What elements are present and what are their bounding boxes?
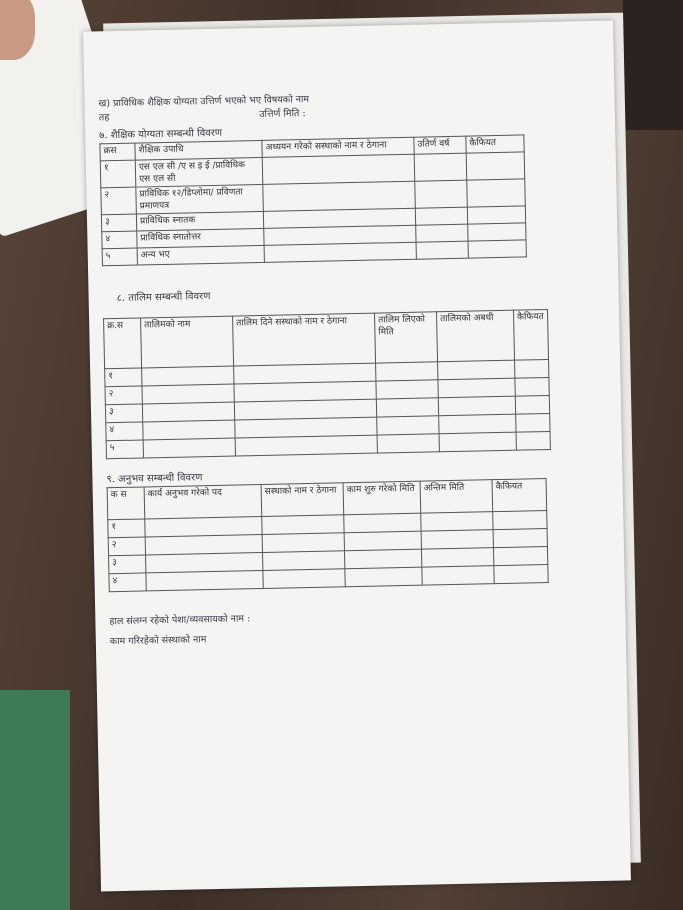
empty-cell[interactable] xyxy=(493,547,547,566)
col-duration: तालिमको अबधी xyxy=(436,310,514,362)
empty-cell[interactable] xyxy=(235,435,377,456)
col-training-date: तालिम लिएको मिति xyxy=(375,312,438,363)
row-number: ३ xyxy=(105,404,142,423)
row-number: ४ xyxy=(109,573,146,592)
col-start-date: काम शुरु गरेको मिति xyxy=(343,481,421,515)
degree-cell: प्राविधिक १२/डिप्लोमा/ प्रविणता प्रमाणपत्र xyxy=(136,184,264,214)
row-number: ३ xyxy=(101,214,136,232)
empty-cell[interactable] xyxy=(146,570,263,590)
empty-cell[interactable] xyxy=(377,434,439,453)
degree-cell: प्राविधिक स्नातोत्तर xyxy=(137,228,264,248)
empty-cell[interactable] xyxy=(516,413,550,432)
section-9-title: ९. अनुभव सम्बन्धी विवरण xyxy=(106,472,203,486)
col-institution: अध्ययन गरेको सस्थाको नाम र ठेगाना xyxy=(262,137,414,157)
education-table xyxy=(99,134,526,266)
empty-cell[interactable] xyxy=(439,414,516,434)
empty-cell[interactable] xyxy=(421,530,493,550)
empty-cell[interactable] xyxy=(438,378,515,398)
empty-cell[interactable] xyxy=(421,512,493,532)
col-end-date: अन्तिम मिति xyxy=(420,480,493,514)
row-number: १ xyxy=(100,160,136,188)
col-degree: शैक्षिक उपाधि xyxy=(135,140,262,160)
row-number: ५ xyxy=(102,248,137,266)
empty-cell[interactable] xyxy=(438,396,515,416)
empty-cell[interactable] xyxy=(468,223,526,241)
form-content xyxy=(98,87,615,652)
col-remarks: कैफियत xyxy=(513,309,548,360)
empty-cell[interactable] xyxy=(515,359,549,378)
empty-cell[interactable] xyxy=(344,513,421,533)
col-pass-year: उतिर्ण वर्ष xyxy=(414,136,466,154)
level-label: तह xyxy=(98,112,110,124)
empty-cell[interactable] xyxy=(262,533,344,553)
section-8-title: ८. तालिम सम्बन्धी विवरण xyxy=(116,291,211,304)
empty-cell[interactable] xyxy=(415,180,468,208)
empty-cell[interactable] xyxy=(142,402,234,422)
empty-cell[interactable] xyxy=(421,548,493,568)
degree-cell: प्राविधिक स्नातक xyxy=(136,211,263,231)
empty-cell[interactable] xyxy=(515,377,549,396)
row-number: ५ xyxy=(106,440,143,459)
col-sn: क्रस xyxy=(100,143,135,161)
empty-cell[interactable] xyxy=(468,240,526,258)
empty-cell[interactable] xyxy=(439,432,516,452)
empty-cell[interactable] xyxy=(415,207,467,225)
footer-fields xyxy=(109,602,615,653)
empty-cell[interactable] xyxy=(515,395,549,414)
empty-cell[interactable] xyxy=(377,416,439,435)
col-sn: क स xyxy=(107,487,145,520)
row-number: १ xyxy=(105,368,142,387)
col-remarks: कैफियत xyxy=(492,479,547,512)
empty-cell[interactable] xyxy=(262,515,344,535)
col-position: कार्य अनुभव गरेको पद xyxy=(144,485,262,519)
degree-cell: अन्य भए xyxy=(137,245,264,265)
green-object xyxy=(0,690,70,910)
row-number: २ xyxy=(108,537,145,556)
section-7-title: ७. शैक्षिक योग्यता सम्बन्धी विवरण xyxy=(99,127,223,142)
empty-cell[interactable] xyxy=(262,154,415,184)
empty-cell[interactable] xyxy=(422,566,494,586)
empty-cell[interactable] xyxy=(376,398,438,417)
empty-cell[interactable] xyxy=(493,529,547,548)
col-institution: तालिम दिने सस्थाको नाम र ठेगाना xyxy=(233,313,376,366)
empty-cell[interactable] xyxy=(142,366,234,386)
empty-cell[interactable] xyxy=(494,565,548,584)
row-number: ३ xyxy=(109,555,146,574)
row-number: २ xyxy=(101,187,137,215)
empty-cell[interactable] xyxy=(467,179,526,207)
empty-cell[interactable] xyxy=(263,569,345,589)
col-remarks: कैफियत xyxy=(466,135,524,153)
empty-cell[interactable] xyxy=(416,241,468,259)
current-occupation-label: हाल संलग्न रहेको पेशा/व्यवसायको नाम : xyxy=(109,613,251,628)
row-number: १ xyxy=(108,519,145,538)
pass-date-label: उत्तिर्ण मिति : xyxy=(259,108,306,120)
empty-cell[interactable] xyxy=(344,531,421,551)
empty-cell[interactable] xyxy=(263,551,345,571)
empty-cell[interactable] xyxy=(143,438,235,458)
empty-cell[interactable] xyxy=(414,153,467,181)
current-organization-label: काम गरिरहेको संस्थाको नाम xyxy=(109,634,207,648)
empty-cell[interactable] xyxy=(142,384,234,404)
empty-cell[interactable] xyxy=(516,431,550,450)
row-number: ४ xyxy=(106,422,143,441)
empty-cell[interactable] xyxy=(143,420,235,440)
form-page xyxy=(83,21,631,892)
empty-cell[interactable] xyxy=(376,380,438,399)
empty-cell[interactable] xyxy=(345,567,422,587)
empty-cell[interactable] xyxy=(416,224,468,242)
empty-cell[interactable] xyxy=(493,511,547,530)
dark-object xyxy=(623,0,683,130)
col-institution: सस्थाको नाम र ठेगाना xyxy=(261,483,344,517)
col-training-name: तालिमको नाम xyxy=(141,316,234,368)
col-sn: क्र.स xyxy=(104,318,142,369)
technical-qualification-line: ख) प्राविधिक शैक्षिक योग्यता उत्तिर्ण भएको भए विषयको नाम xyxy=(98,93,310,110)
empty-cell[interactable] xyxy=(438,360,515,380)
degree-cell: एस एल सी /ए स इ ई /प्राविधिक एस एल सी xyxy=(135,157,263,187)
row-number: ४ xyxy=(102,231,137,249)
training-table xyxy=(103,309,551,459)
empty-cell[interactable] xyxy=(376,362,438,381)
empty-cell[interactable] xyxy=(466,152,525,180)
empty-cell[interactable] xyxy=(467,206,525,224)
row-number: २ xyxy=(105,386,142,405)
experience-table xyxy=(107,478,549,592)
empty-cell[interactable] xyxy=(344,549,421,569)
empty-cell[interactable] xyxy=(263,181,416,211)
